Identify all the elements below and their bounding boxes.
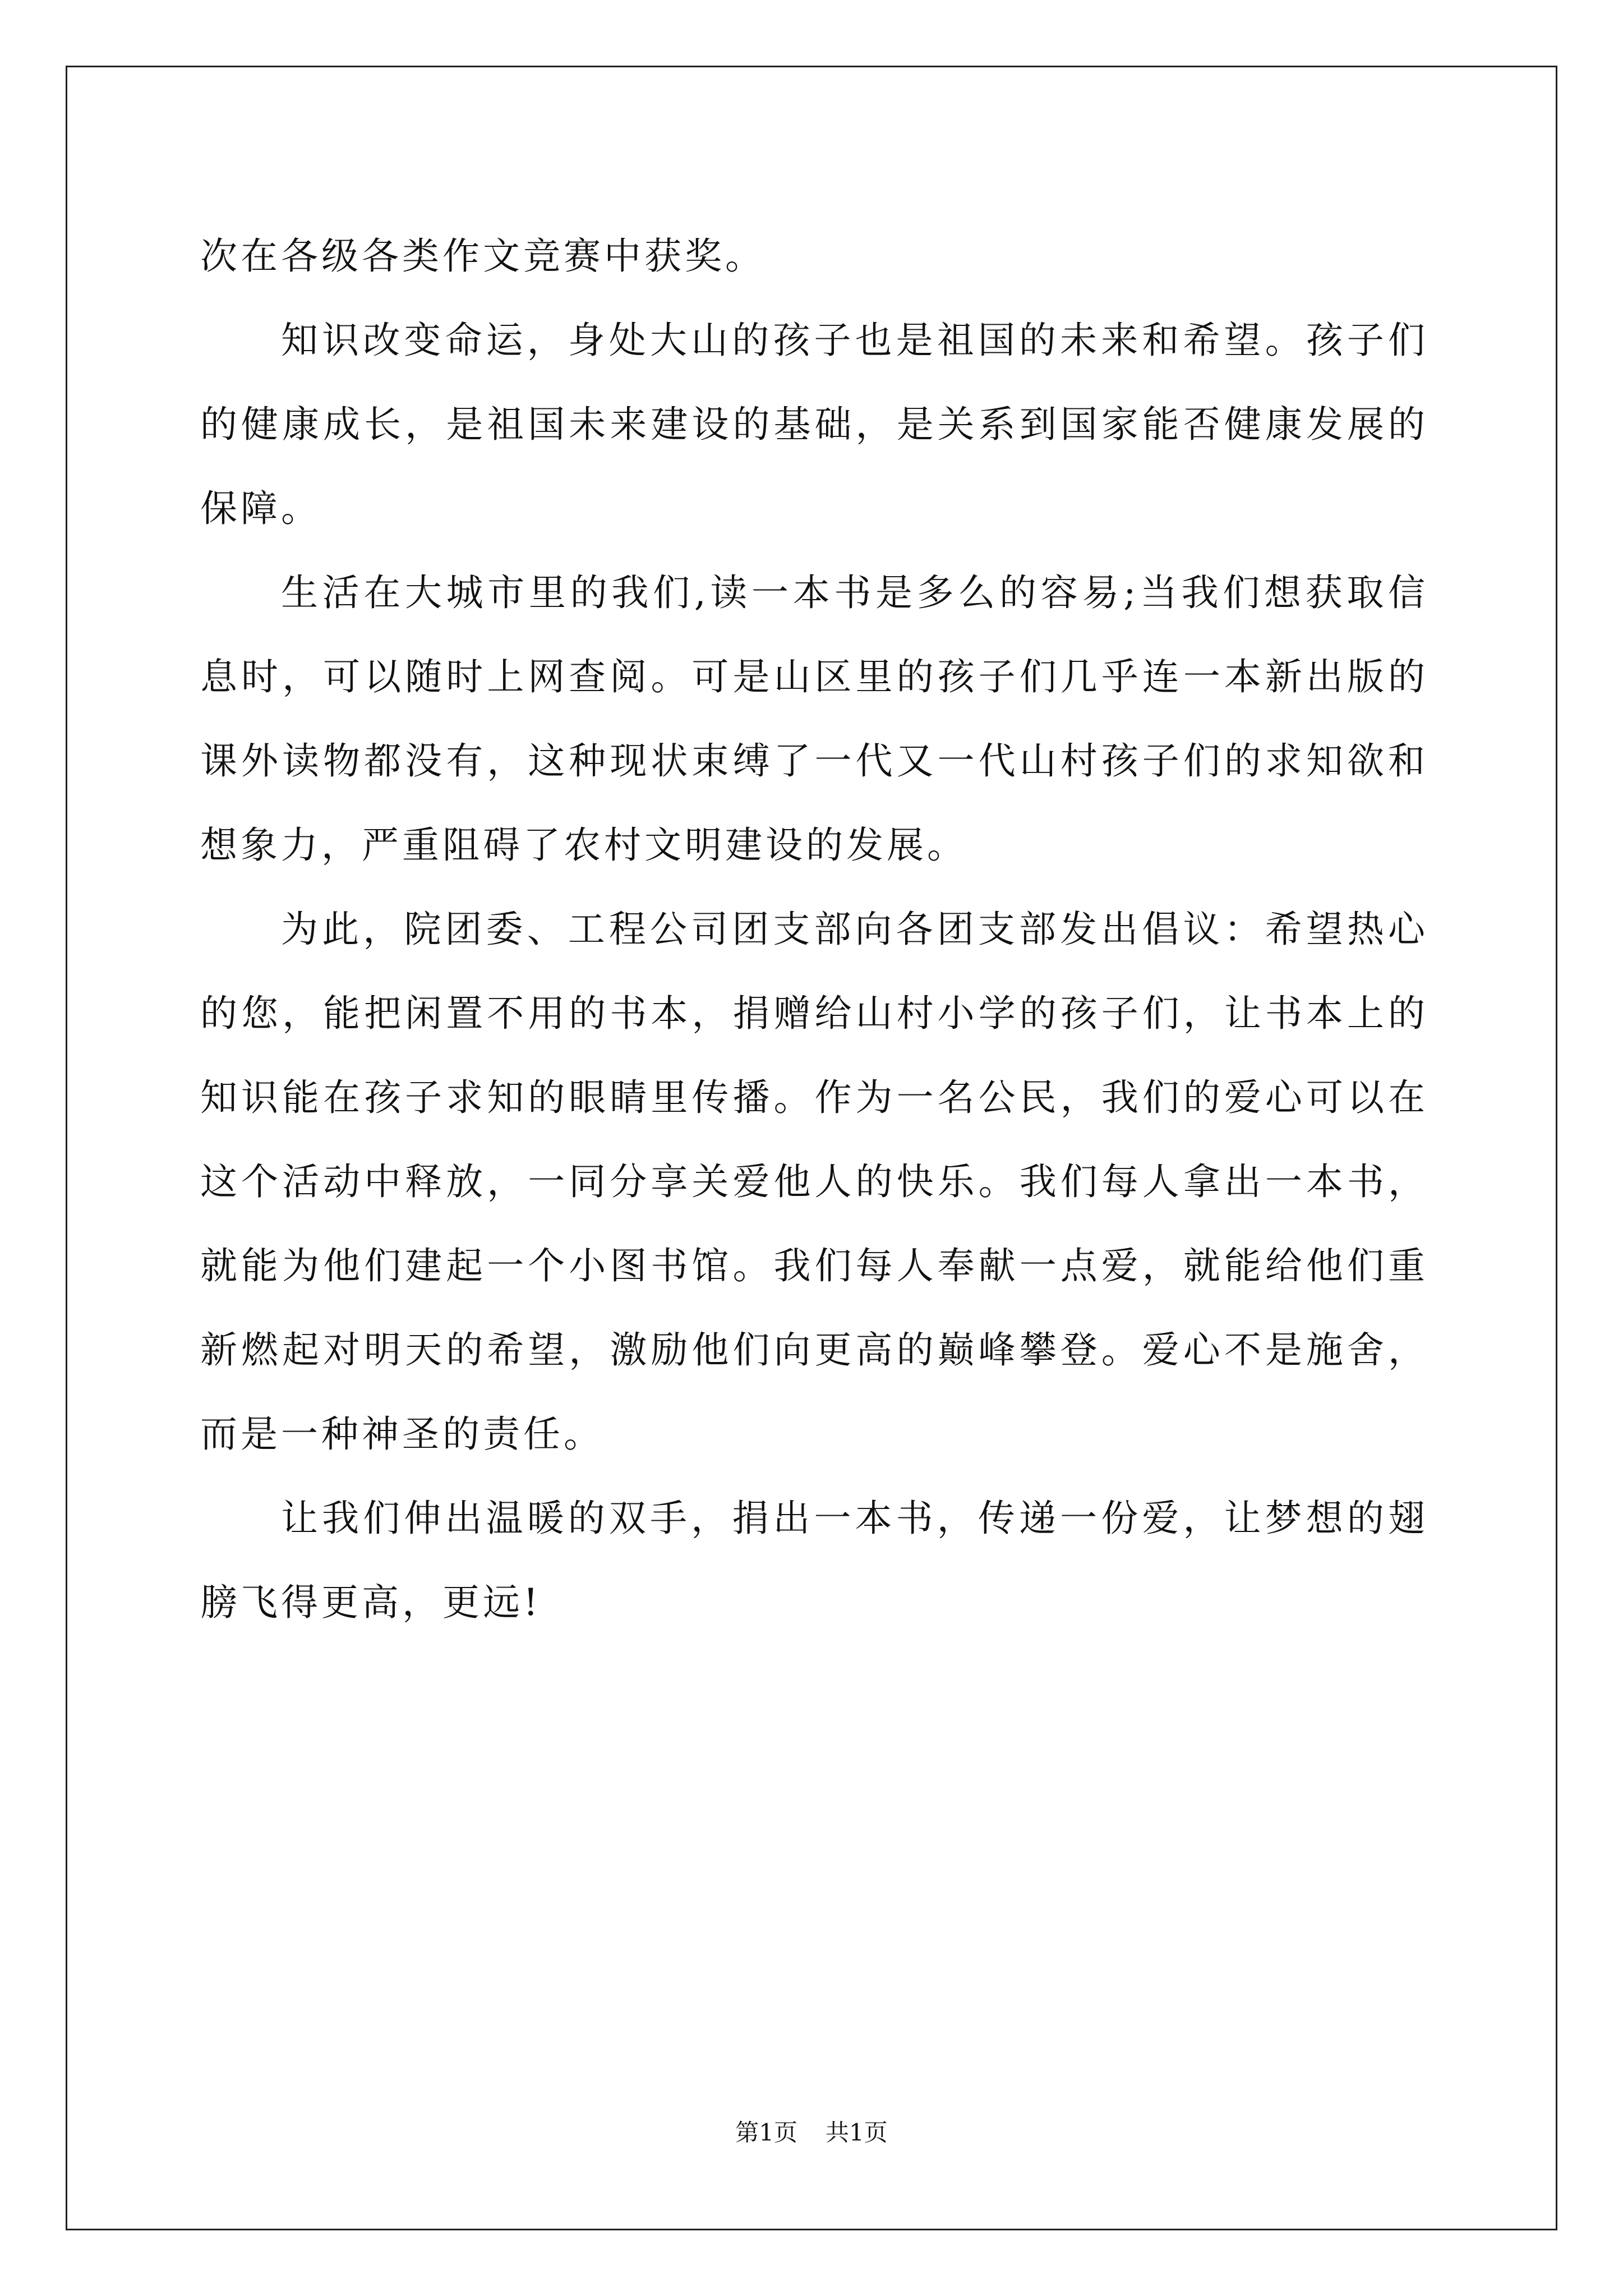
document-body — [200, 214, 1428, 1645]
page-number-current: 第1页 — [735, 2119, 797, 2146]
paragraph-4: 为此，院团委、工程公司团支部向各团支部发出倡议：希望热心的您，能把闲置不用的书本，捐赠给山村小学的孩子们，让书本上的知识能在孩子求知的眼睛里传播。作为一名公民，我们的爱心可以在这个活动中释放，一同分享关爱他人的快乐。我们每人拿出一本书，就能为他们建起一个小图书馆。我们每人奉献一点爱，就能给他们重新燃起对明天的希望，激励他们向更高的巅峰攀登。爱心不是施舍，而是一种神圣的责任。 — [200, 908, 1428, 1456]
paragraph-5: 让我们伸出温暖的双手，捐出一本书，传递一份爱，让梦想的翅膀飞得更高，更远! — [200, 1497, 1428, 1624]
paragraph-3: 生活在大城市里的我们,读一本书是多么的容易;当我们想获取信息时，可以随时上网查阅。可是山区里的孩子们几乎连一本新出版的课外读物都没有，这种现状束缚了一代又一代山村孩子们的求知欲和想象力，严重阻碍了农村文明建设的发展。 — [200, 571, 1428, 867]
paragraph-2: 知识改变命运，身处大山的孩子也是祖国的未来和希望。孩子们的健康成长，是祖国未来建设的基础，是关系到国家能否健康发展的保障。 — [200, 319, 1428, 530]
page-number-total: 共1页 — [826, 2119, 888, 2146]
paragraph-1: 次在各级各类作文竞赛中获奖。 — [200, 234, 766, 278]
page-footer — [0, 2116, 1623, 2150]
